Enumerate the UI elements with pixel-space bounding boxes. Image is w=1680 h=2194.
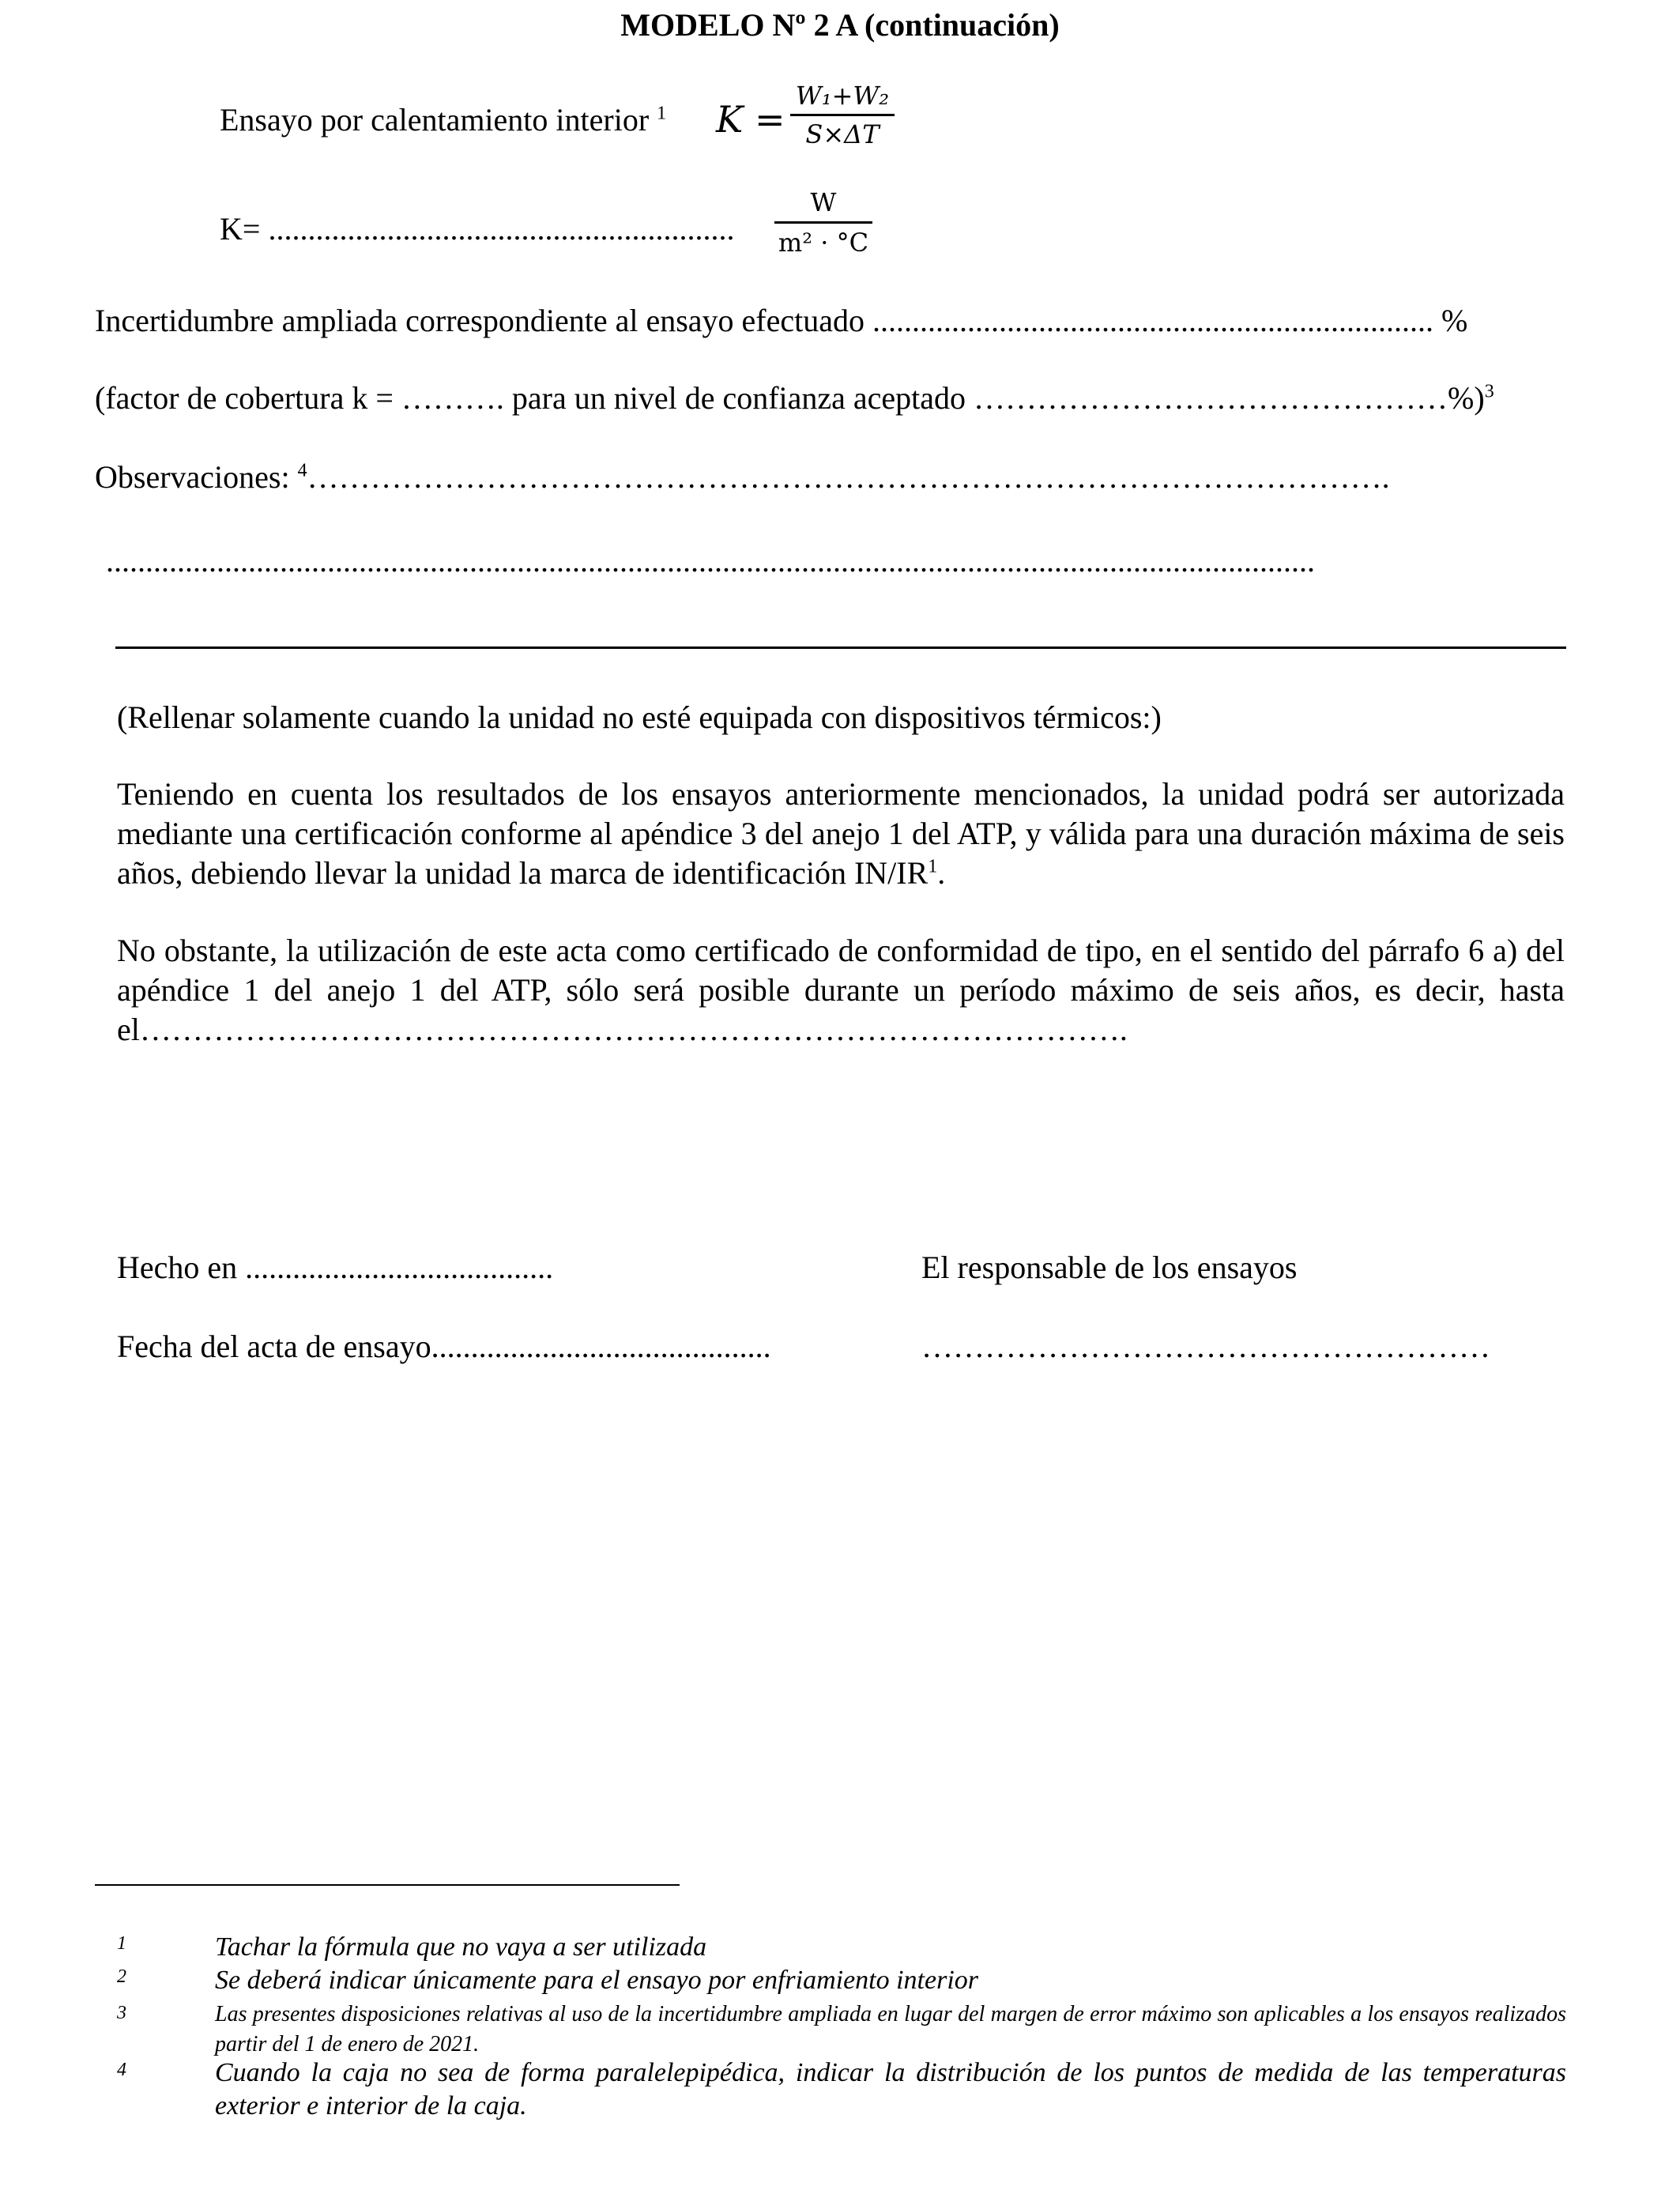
responsible-signature-blank: ……………………………………………… (921, 1329, 1490, 1364)
k-unit-fraction (774, 187, 872, 258)
formula-label-text: Ensayo por calentamiento interior (220, 102, 650, 138)
footnote-text: Cuando la caja no sea de forma paralelepipédica, indicar la distribución de los puntos de medida de las temperaturas exterior e interior de la caja. (215, 2058, 1566, 2120)
footnote-text: Las presentes disposiciones relativas al uso de la incertidumbre ampliada en lugar del margen de error máximo son aplicables a los ensayos realizados partir del 1 de enero de 2021. (215, 2002, 1566, 2056)
responsible-label: El responsable de los ensayos (921, 1250, 1298, 1285)
formula-label (220, 101, 666, 139)
k-label: K= (220, 211, 261, 247)
certification-paragraph-text: Teniendo en cuenta los resultados de los ensayos anteriormente mencionados, la unidad podrá ser autorizada mediante una certificación conforme al apéndice 3 del anejo 1 del ATP, y válida para una duración máxima de seis años, debiendo llevar la unidad la marca de identificación IN/IR (117, 776, 1565, 891)
section-divider (115, 647, 1566, 649)
formula-fraction-bar (790, 114, 895, 116)
footnote-number: 1 (117, 1933, 126, 1954)
certification-paragraph-end: . (937, 855, 946, 891)
footnote-number: 4 (117, 2060, 126, 2080)
footnote-separator (95, 1884, 680, 1886)
formula-denominator: S×ΔT (805, 119, 880, 149)
footnote-number: 2 (117, 1966, 126, 1987)
observations-line (95, 458, 1390, 496)
k-unit-denominator: m² · °C (778, 228, 869, 258)
coverage-factor-line (95, 379, 1494, 417)
k-unit-bar (774, 221, 872, 224)
validity-paragraph: No obstante, la utilización de este acta como certificado de conformidad de tipo, en el sentido del párrafo 6 a) del apéndice 1 del anejo 1 del ATP, sólo será posible durante un período máximo de seis años, es decir, hasta el…………………………………………………………………………………. (117, 933, 1565, 1047)
observations-blank-line-2: ......................................................................................................................................................... (106, 543, 1315, 579)
footnote-number: 3 (117, 2003, 126, 2023)
k-value-blank: ........................................................... (268, 211, 735, 247)
coverage-footnote-ref: 3 (1484, 381, 1494, 402)
observations-blank: …………………………………………………………………………………………. (307, 459, 1390, 495)
footnote-text: Tachar la fórmula que no vaya a ser utilizada (215, 1932, 707, 1962)
observations-label: Observaciones: (95, 459, 290, 495)
k-value-line (220, 210, 734, 248)
coverage-factor-text: (factor de cobertura k = ………. para un nivel de confianza aceptado ………………………………………%) (95, 380, 1485, 416)
page-title: MODELO Nº 2 A (continuación) (620, 7, 1060, 43)
report-date-field: Fecha del acta de ensayo........................................... (117, 1329, 771, 1364)
footnote-text: Se deberá indicar únicamente para el ensayo por enfriamiento interior (215, 1966, 978, 1995)
instruction-text: (Rellenar solamente cuando la unidad no esté equipada con dispositivos térmicos:) (117, 699, 1162, 735)
certification-footnote-ref: 1 (928, 856, 938, 877)
formula-lhs: K = (716, 98, 785, 141)
formula-label-footnote-ref: 1 (657, 103, 667, 124)
observations-footnote-ref: 4 (297, 460, 307, 481)
certification-paragraph (117, 775, 1565, 893)
made-in-field: Hecho en ....................................... (117, 1250, 554, 1285)
uncertainty-line: Incertidumbre ampliada correspondiente al ensayo efectuado ....................................................................... % (95, 303, 1468, 338)
formula-numerator: W₁+W₂ (795, 81, 890, 111)
k-unit-numerator: W (810, 187, 837, 217)
formula-fraction (790, 81, 895, 149)
